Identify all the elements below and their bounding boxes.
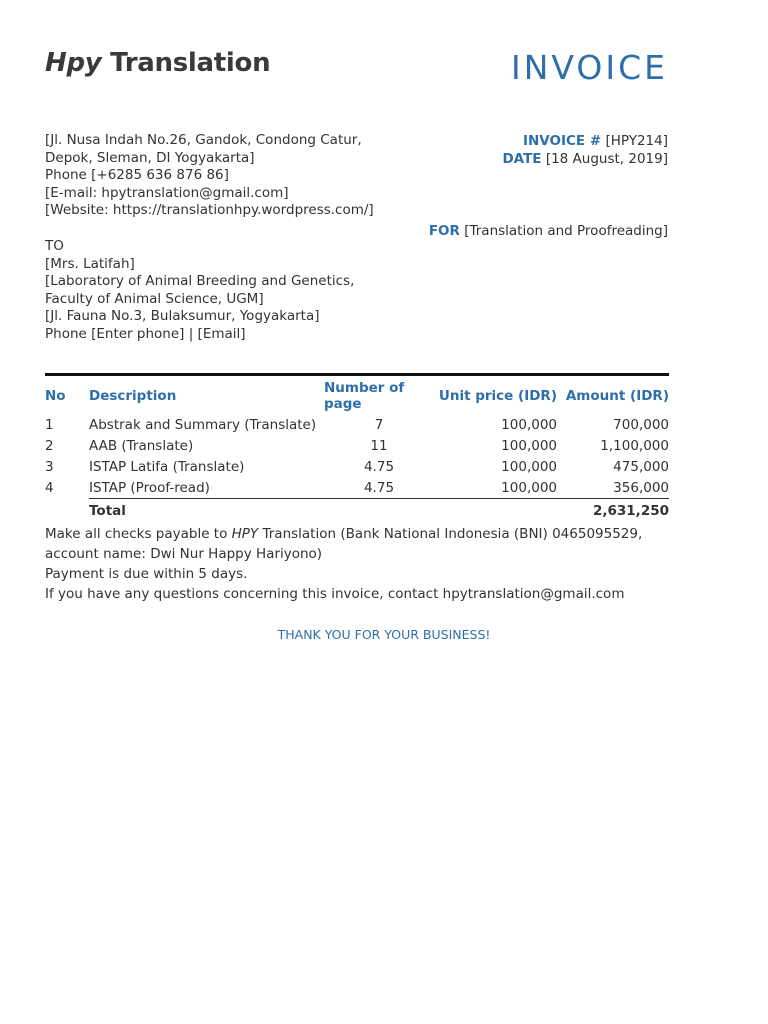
sender-website: [Website: https://translationhpy.wordpress.com/] — [45, 202, 374, 219]
sender-address-line2: Depok, Sleman, DI Yogyakarta] — [45, 149, 255, 166]
header-amount: Amount (IDR) — [557, 375, 669, 415]
recipient-contact: Phone [Enter phone] | [Email] — [45, 325, 246, 342]
table-row-unit-price: 100,000 — [501, 438, 557, 454]
payment-note-line2: account name: Dwi Nur Happy Hariyono) — [45, 546, 323, 562]
table-row-pages: 4.75 — [363, 480, 395, 496]
table-row-unit-price: 100,000 — [501, 459, 557, 475]
payment-note-line1-suffix: Translation (Bank National Indonesia (BNI) 0465095529, — [258, 526, 643, 542]
total-label: Total — [89, 499, 324, 522]
table-header-row — [45, 375, 669, 415]
invoice-for-label: FOR — [428, 223, 460, 239]
header-description: Description — [89, 375, 324, 415]
invoice-title: INVOICE — [510, 48, 668, 87]
company-name — [45, 48, 270, 78]
table-row-description: AAB (Translate) — [89, 438, 194, 454]
table-row-pages: 7 — [374, 417, 384, 433]
invoice-for-row — [429, 222, 668, 240]
table-row-no: 3 — [45, 459, 54, 475]
sender-email: [E-mail: hpytranslation@gmail.com] — [45, 184, 289, 201]
table-row-description: ISTAP (Proof-read) — [89, 480, 210, 496]
recipient-address: [Jl. Fauna No.3, Bulaksumur, Yogyakarta] — [45, 308, 320, 325]
table-row-unit-price: 100,000 — [501, 417, 557, 433]
table-row-no: 2 — [45, 438, 54, 454]
total-spacer — [45, 499, 89, 522]
total-empty-unit — [434, 499, 557, 522]
table-row-description: ISTAP Latifa (Translate) — [89, 459, 245, 475]
payment-note-line1-italic: HPY — [231, 526, 259, 542]
total-empty-pages — [324, 499, 434, 522]
payment-note-line1 — [45, 524, 642, 544]
invoice-date-row — [502, 150, 668, 168]
table-row-amount: 700,000 — [613, 417, 669, 433]
table-row-pages: 11 — [370, 438, 388, 454]
table-row-unit-price: 100,000 — [501, 480, 557, 496]
table-total-row — [45, 499, 669, 522]
invoice-date-value: [18 August, 2019] — [545, 151, 668, 167]
invoice-number-row — [502, 132, 668, 150]
table-row-no: 4 — [45, 480, 54, 496]
sender-address-line1: [Jl. Nusa Indah No.26, Gandok, Condong Catur, — [45, 132, 362, 148]
payment-note-line4: If you have any questions concerning this invoice, contact hpytranslation@gmail.com — [45, 586, 625, 602]
table-row-amount: 1,100,000 — [600, 438, 669, 454]
invoice-number-value: [HPY214] — [605, 133, 668, 149]
company-name-rest: Translation — [101, 48, 271, 78]
table-row — [45, 435, 669, 456]
company-name-italic: Hpy — [45, 48, 102, 78]
table-row-amount: 356,000 — [613, 480, 669, 496]
recipient-org-line2: Faculty of Animal Science, UGM] — [45, 290, 264, 307]
payment-note-line1-prefix: Make all checks payable to — [45, 526, 232, 542]
invoice-meta — [502, 132, 668, 168]
table-row-no: 1 — [45, 417, 54, 433]
header-unit-price: Unit price (IDR) — [434, 375, 557, 415]
table-row — [45, 477, 669, 499]
payment-notes — [45, 524, 642, 604]
header-no: No — [45, 375, 89, 415]
recipient-block — [45, 238, 354, 344]
line-items-table — [45, 373, 669, 521]
sender-phone: Phone [+6285 636 876 86] — [45, 167, 229, 184]
invoice-for-value: [Translation and Proofreading] — [464, 223, 668, 239]
header-pages: Number of page — [324, 375, 434, 415]
sender-block — [45, 132, 374, 220]
table-row — [45, 414, 669, 435]
table-row-pages: 4.75 — [363, 459, 395, 475]
invoice-date-label: DATE — [502, 151, 542, 167]
recipient-name: [Mrs. Latifah] — [45, 255, 135, 272]
thank-you-message: THANK YOU FOR YOUR BUSINESS! — [277, 627, 491, 642]
table-row-amount: 475,000 — [613, 459, 669, 475]
payment-note-line3: Payment is due within 5 days. — [45, 566, 248, 582]
total-value: 2,631,250 — [557, 499, 669, 522]
recipient-to-label: TO — [45, 238, 64, 254]
table-row-description: Abstrak and Summary (Translate) — [89, 417, 317, 433]
recipient-org-line1: [Laboratory of Animal Breeding and Genetics, — [45, 273, 355, 290]
table-row — [45, 456, 669, 477]
invoice-number-label: INVOICE # — [522, 133, 602, 149]
